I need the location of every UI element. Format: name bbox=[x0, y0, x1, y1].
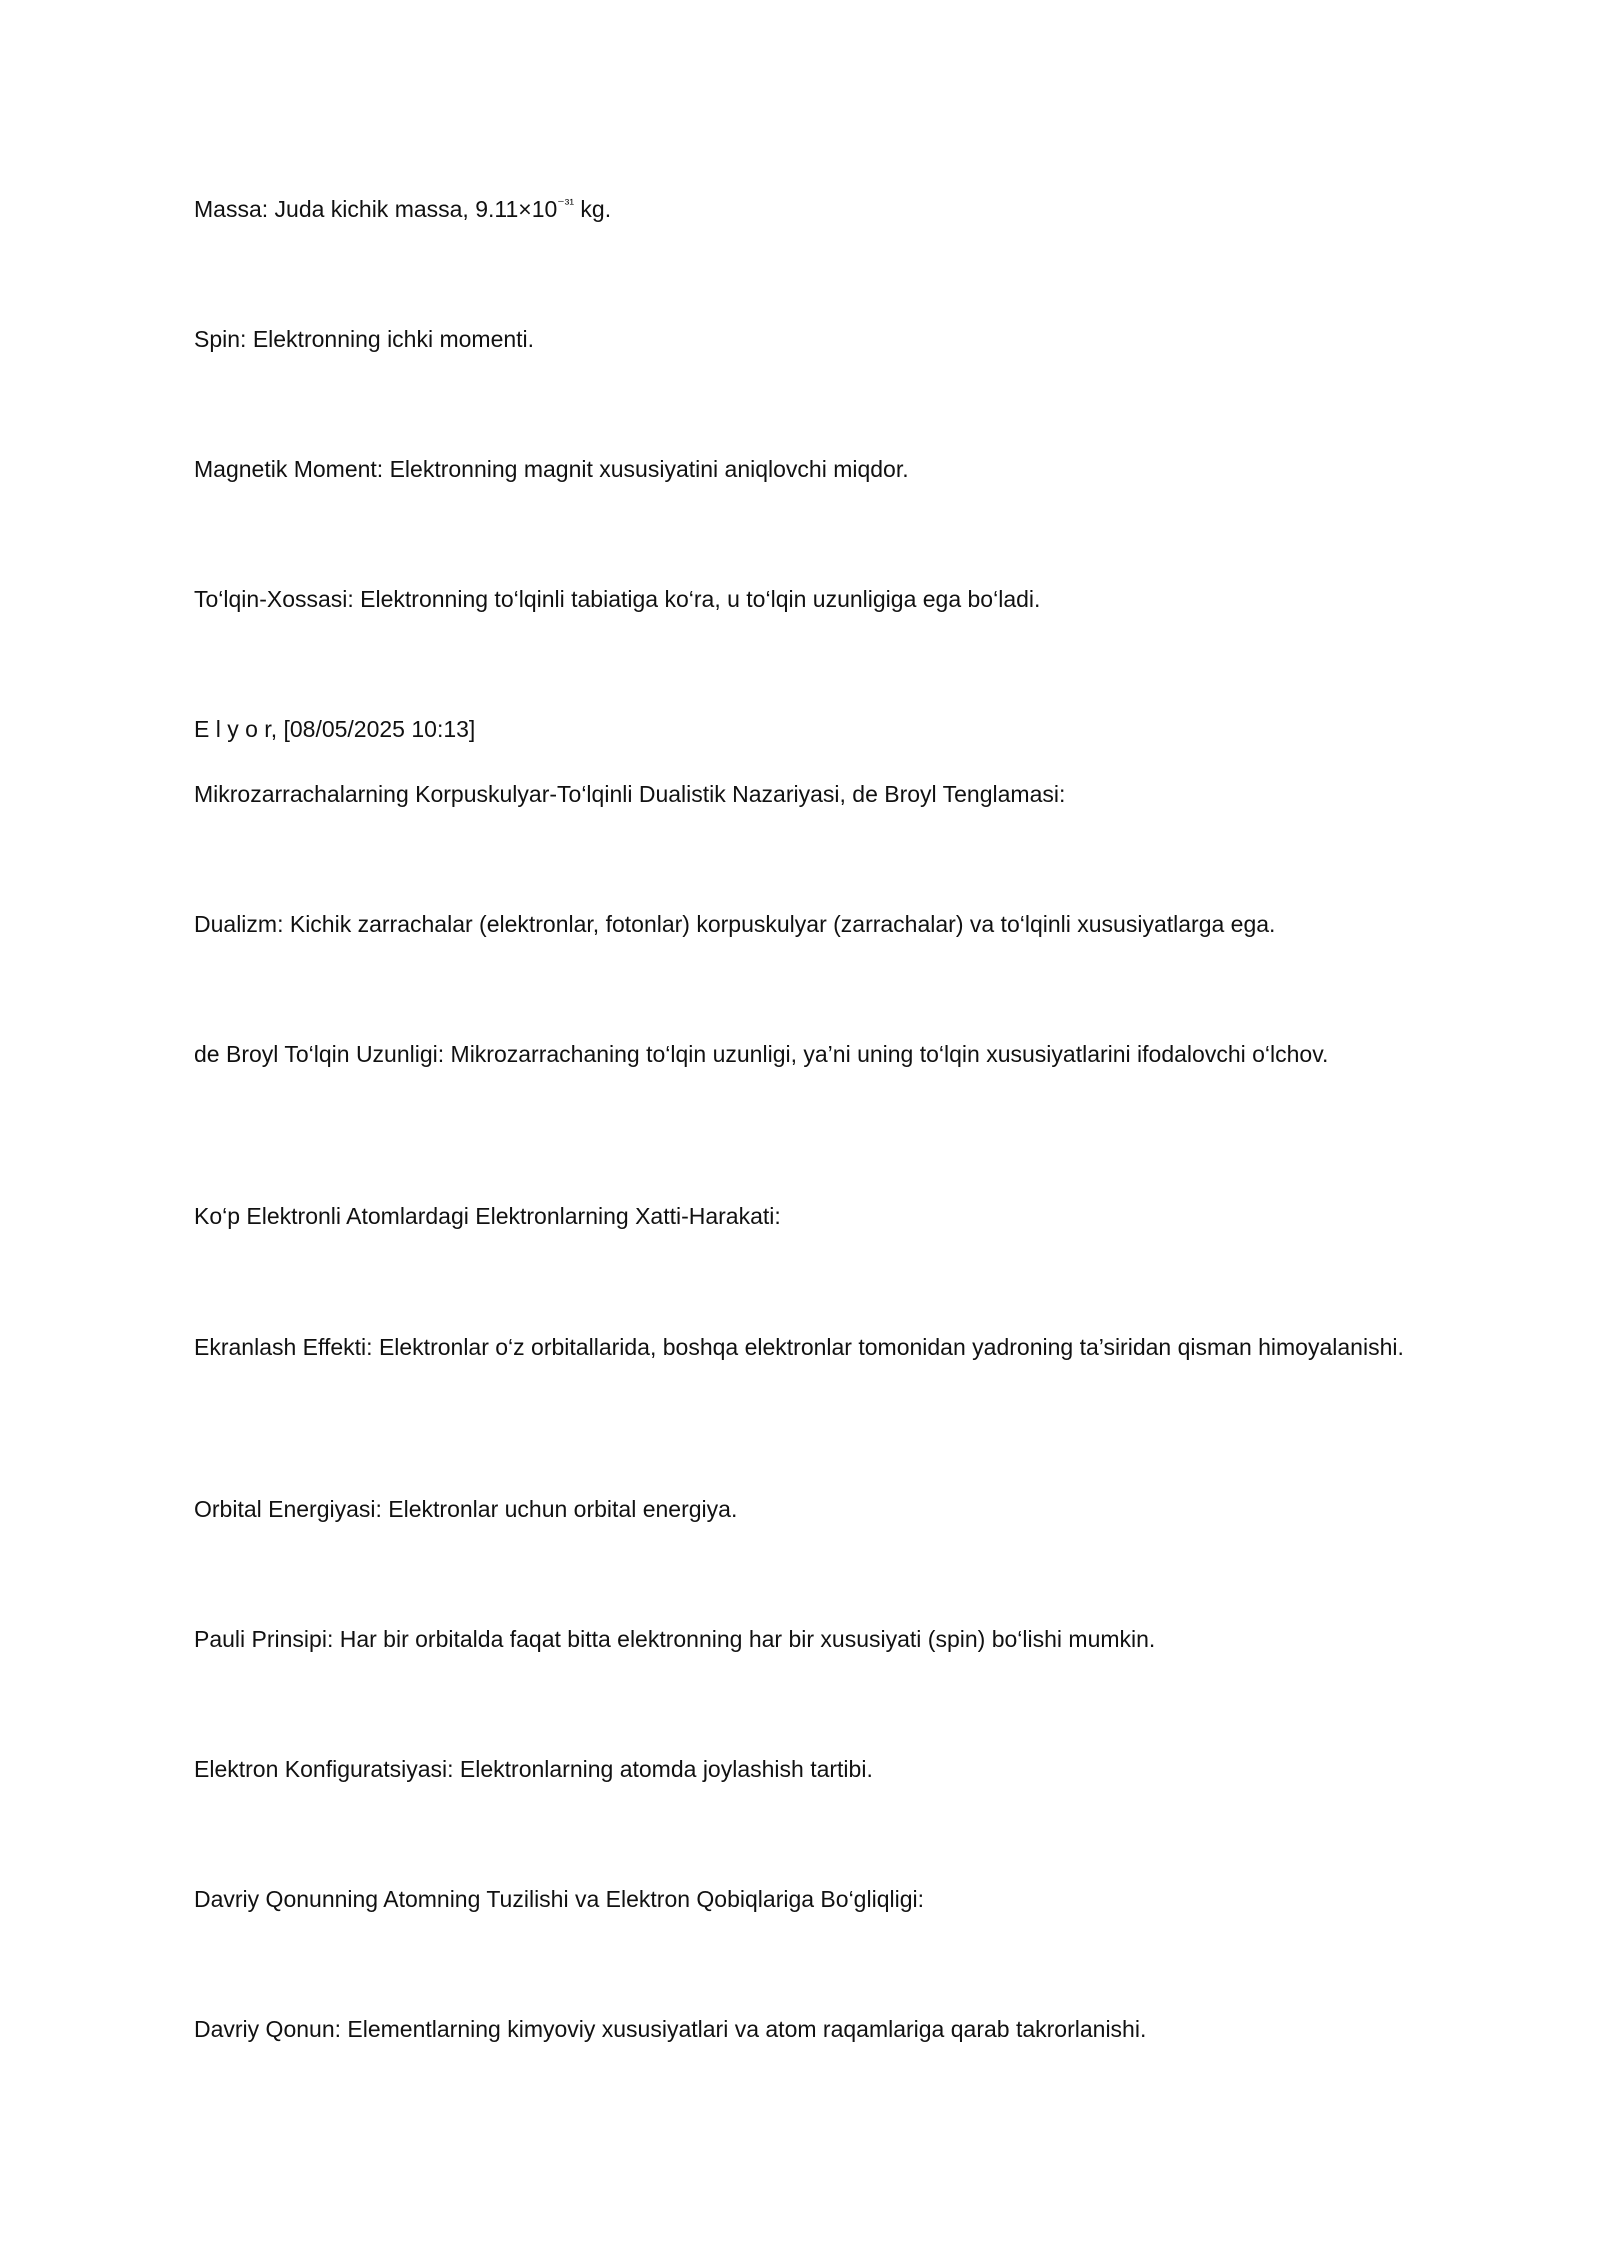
paragraph-ekranlash: Ekranlash Effekti: Elektronlar o‘z orbitallarida, boshqa elektronlar tomonidan yadroning ta’siridan qisman himoyalanishi. bbox=[194, 1334, 1404, 1360]
section-heading-davriy-qonunning: Davriy Qonunning Atomning Tuzilishi va Elektron Qobiqlariga Bo‘gliqligi: bbox=[194, 1886, 924, 1912]
massa-text: Massa: Juda kichik massa, 9.11×10 bbox=[194, 196, 558, 222]
paragraph-pauli-prinsipi: Pauli Prinsipi: Har bir orbitalda faqat bitta elektronning har bir xususiyati (spin) bo‘lishi mumkin. bbox=[194, 1626, 1156, 1652]
massa-exponent: ⁻³¹ bbox=[557, 195, 575, 212]
paragraph-davriy-qonun: Davriy Qonun: Elementlarning kimyoviy xususiyatlari va atom raqamlariga qarab takrorlanishi. bbox=[194, 2016, 1147, 2042]
paragraph-orbital-energiyasi: Orbital Energiyasi: Elektronlar uchun orbital energiya. bbox=[194, 1496, 738, 1522]
paragraph-author-timestamp: E l y o r, [08/05/2025 10:13] bbox=[194, 716, 476, 742]
paragraph-spin: Spin: Elektronning ichki momenti. bbox=[194, 326, 535, 352]
massa-unit: kg. bbox=[574, 196, 612, 222]
paragraph-dualizm: Dualizm: Kichik zarrachalar (elektronlar, fotonlar) korpuskulyar (zarrachalar) va to‘lqinli xususiyatlarga ega. bbox=[194, 911, 1276, 937]
paragraph-massa bbox=[194, 193, 1406, 226]
section-heading-kop-elektronli: Ko‘p Elektronli Atomlardagi Elektronlarning Xatti-Harakati: bbox=[194, 1203, 781, 1229]
paragraph-magnetik-moment: Magnetik Moment: Elektronning magnit xususiyatini aniqlovchi miqdor. bbox=[194, 456, 909, 482]
paragraph-de-broyl: de Broyl To‘lqin Uzunligi: Mikrozarrachaning to‘lqin uzunligi, ya’ni uning to‘lqin xususiyatlarini ifodalovchi o‘lchov. bbox=[194, 1041, 1329, 1067]
paragraph-elektron-konfiguratsiyasi: Elektron Konfiguratsiyasi: Elektronlarning atomda joylashish tartibi. bbox=[194, 1756, 873, 1782]
paragraph-toqlin-xossasi: To‘lqin-Xossasi: Elektronning to‘lqinli tabiatiga ko‘ra, u to‘lqin uzunligiga ega bo‘ladi. bbox=[194, 586, 1041, 612]
section-heading-dualistik: Mikrozarrachalarning Korpuskulyar-To‘lqinli Dualistik Nazariyasi, de Broyl Tenglamasi: bbox=[194, 781, 1066, 807]
